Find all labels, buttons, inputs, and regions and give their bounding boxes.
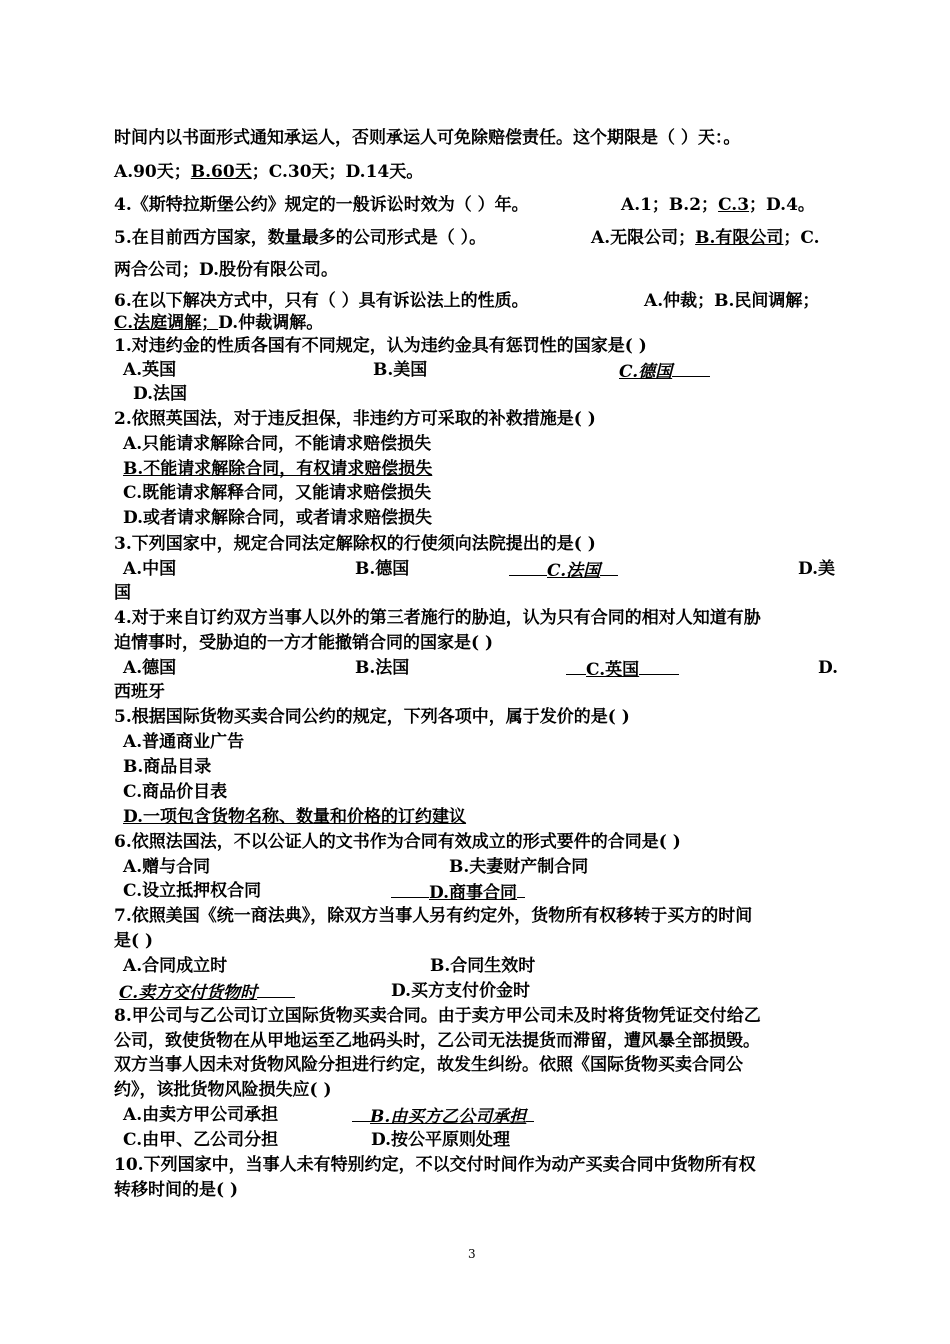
option-a: A.赠与合同	[123, 857, 211, 877]
answer-text: B.60天	[190, 162, 252, 182]
answer-text: C.德国	[619, 362, 673, 382]
answer-text: B.有限公司	[695, 228, 784, 248]
text-line: 5.在目前西方国家，数量最多的公司形式是（ ）。	[114, 228, 487, 248]
answer-underline	[509, 558, 547, 576]
text-line	[114, 312, 323, 334]
option-d: D.买方支付价金时	[391, 981, 531, 1001]
question-10-cont: 转移时间的是( )	[114, 1180, 239, 1200]
option-a: A.合同成立时	[123, 956, 228, 976]
answer-text: C.法国	[547, 561, 601, 581]
text-line	[591, 227, 820, 249]
question-10: 10.下列国家中，当事人未有特别约定，不以交付时间作为动产买卖合同中货物所有权	[114, 1155, 756, 1175]
answer-underline	[391, 880, 429, 898]
option-b: B.合同生效时	[430, 956, 536, 976]
answer-underline	[257, 980, 295, 998]
option-c: C.商品价目表	[123, 782, 228, 802]
answer-text: D.商事合同	[429, 883, 518, 903]
text-line: 4.《斯特拉斯堡公约》规定的一般诉讼时效为（ ）年。	[114, 195, 529, 215]
option-text: ；C.	[783, 228, 820, 248]
answer-text: B.不能请求解除合同，有权请求赔偿损失	[123, 459, 433, 479]
question-7: 7.依照美国《统一商法典》，除双方当事人另有约定外，货物所有权移转于买方的时间	[114, 906, 753, 926]
option-b: B.美国	[373, 360, 428, 380]
text-line: 时间内以书面形式通知承运人，否则承运人可免除赔偿责任。这个期限是（ ）天：。	[114, 128, 741, 148]
answer-text: C.英国	[586, 660, 640, 680]
question-2: 2.依照英国法，对于违反担保，非违约方可采取的补救措施是( )	[114, 409, 596, 429]
question-8: 8.甲公司与乙公司订立国际货物买卖合同。由于卖方甲公司未及时将货物凭证交付给乙	[114, 1006, 761, 1026]
option-d: D.	[818, 658, 839, 678]
option-text: D.仲裁调解。	[218, 313, 324, 333]
question-4-cont: 迫情事时，受胁迫的一方才能撤销合同的国家是( )	[114, 633, 494, 653]
answer-text: C.法庭调解；	[114, 313, 219, 333]
option-c: C.由甲、乙公司分担	[123, 1130, 279, 1150]
option-c-answer	[119, 980, 295, 1004]
answer-underline	[352, 1104, 370, 1122]
text-line: 国	[114, 583, 131, 603]
option-a: A.只能请求解除合同，不能请求赔偿损失	[123, 434, 432, 454]
question-7-cont: 是( )	[114, 931, 154, 951]
question-1: 1.对违约金的性质各国有不同规定，认为违约金具有惩罚性的国家是( )	[114, 336, 647, 356]
question-8-cont: 公司，致使货物在从甲地运至乙地码头时，乙公司无法提货而滞留，遭风暴全部损毁。	[114, 1031, 760, 1051]
text-line	[114, 161, 423, 183]
text-line: A.仲裁；B.民间调解；	[644, 291, 820, 311]
answer-underline	[639, 657, 679, 675]
option-text: ；C.30天；D.14天。	[251, 162, 424, 182]
option-a: A.中国	[123, 559, 177, 579]
text-line	[621, 194, 815, 216]
answer-text: D.一项包含货物名称、数量和价格的订约建议	[123, 807, 467, 827]
question-5: 5.根据国际货物买卖合同公约的规定，下列各项中，属于发价的是( )	[114, 707, 630, 727]
option-b: B.商品目录	[123, 757, 212, 777]
answer-underline	[517, 880, 525, 898]
option-text: A.无限公司；	[591, 228, 696, 248]
option-a: A.由卖方甲公司承担	[123, 1105, 279, 1125]
answer-underline	[600, 558, 618, 576]
option-c-answer	[619, 359, 710, 383]
option-b-answer	[123, 458, 432, 480]
option-b: B.德国	[355, 559, 410, 579]
option-b: B.夫妻财产制合同	[449, 857, 589, 877]
option-text: A.90天；	[114, 162, 191, 182]
page-number: 3	[468, 1247, 476, 1261]
option-d-answer	[123, 806, 466, 828]
option-c: C.设立抵押权合同	[123, 881, 262, 901]
text-line: 6.在以下解决方式中，只有（ ）具有诉讼法上的性质。	[114, 291, 529, 311]
answer-text: C.卖方交付货物时	[119, 983, 258, 1003]
option-c-answer	[566, 657, 679, 681]
question-8-cont: 双方当事人因未对货物风险分担进行约定，故发生纠纷。依照《国际货物买卖合同公	[114, 1055, 743, 1075]
option-c: C.既能请求解释合同，又能请求赔偿损失	[123, 483, 432, 503]
question-4: 4.对于来自订约双方当事人以外的第三者施行的胁迫，认为只有合同的相对人知道有胁	[114, 608, 761, 628]
question-8-cont: 约》，该批货物风险损失应( )	[114, 1080, 332, 1100]
answer-underline	[566, 657, 586, 675]
option-b-answer	[352, 1104, 534, 1128]
option-d: D.法国	[133, 384, 188, 404]
question-6: 6.依照法国法，不以公证人的文书作为合同有效成立的形式要件的合同是( )	[114, 832, 681, 852]
option-d: D.按公平原则处理	[371, 1130, 511, 1150]
text-line: 西班牙	[114, 682, 165, 702]
option-d: D.或者请求解除合同，或者请求赔偿损失	[123, 508, 433, 528]
option-c-answer	[509, 558, 618, 582]
answer-underline	[526, 1104, 534, 1122]
option-a: A.普通商业广告	[123, 732, 245, 752]
option-a: A.德国	[123, 658, 177, 678]
option-text: A.1；B.2；	[621, 195, 719, 215]
answer-text: B.由买方乙公司承担	[370, 1107, 527, 1127]
text-line: 两合公司；D.股份有限公司。	[114, 260, 339, 280]
answer-underline	[672, 359, 710, 377]
option-b: B.法国	[355, 658, 410, 678]
option-text: ；D.4。	[749, 195, 815, 215]
answer-text: C.3	[718, 195, 750, 215]
option-d: D.美	[798, 559, 836, 579]
option-a: A.英国	[123, 360, 177, 380]
question-3: 3.下列国家中，规定合同法定解除权的行使须向法院提出的是( )	[114, 534, 596, 554]
option-d-answer	[391, 880, 525, 904]
